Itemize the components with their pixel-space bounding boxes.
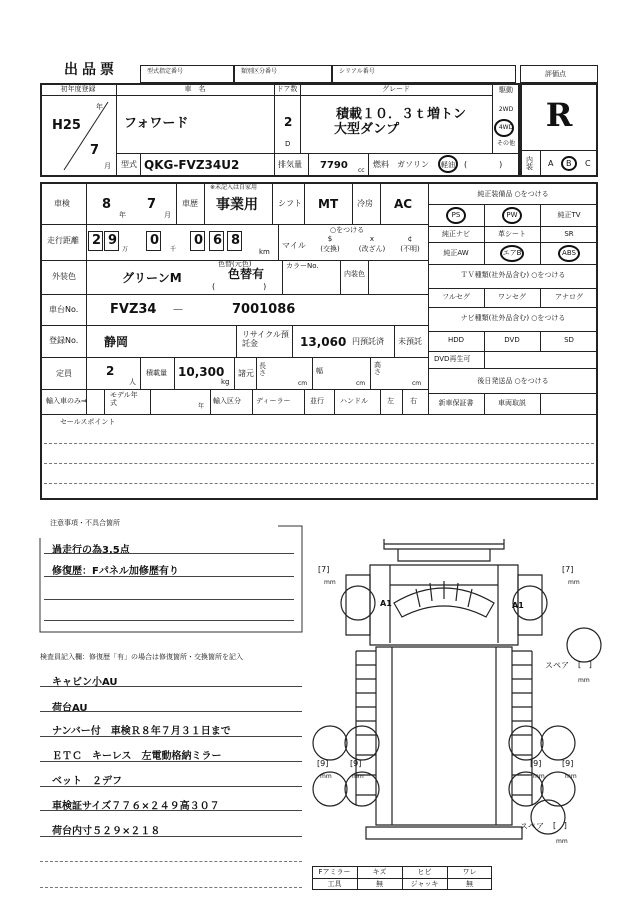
- inspector-line-2: 荷台AU: [52, 703, 88, 714]
- mileage-tamper-sym: x: [369, 235, 375, 243]
- ac-label: 冷房: [357, 199, 373, 208]
- height-unit: cm: [412, 380, 422, 387]
- drive-label: 駆動: [499, 86, 513, 94]
- first-reg-era: H25: [52, 118, 81, 133]
- spare-unit-2: mm: [556, 838, 568, 845]
- after-manual: 車両取説: [498, 399, 526, 407]
- truck-diagram: [306, 525, 606, 865]
- shaken-month: 7: [147, 197, 157, 212]
- footer-hibi: ヒビ: [417, 868, 432, 876]
- navi-sd: SD: [564, 336, 574, 344]
- doors-suffix: D: [285, 140, 291, 148]
- tire-rear-2: [9]: [350, 759, 362, 768]
- interior-a: A: [548, 159, 554, 168]
- handle-right: 右: [410, 397, 417, 405]
- mileage-digit-4: 0: [190, 231, 205, 251]
- equip-ps-circle: [446, 207, 466, 224]
- mileage-digit-1: 2: [88, 231, 103, 251]
- equip-leather: 革シート: [498, 230, 526, 238]
- tire-front-right-unit: mm: [568, 579, 580, 586]
- tire-rear-4-unit: mm: [565, 773, 577, 780]
- doors-value: 2: [284, 115, 293, 129]
- mileage-digit-2: 9: [104, 231, 119, 251]
- notes-label: 注意事項・不具合箇所: [50, 519, 120, 527]
- first-reg-month: 7: [90, 143, 100, 158]
- inspector-line-3: ナンバー付 車検Ｒ８年７月３１日まで: [52, 726, 231, 737]
- a1-right: A1: [512, 601, 524, 610]
- equip-tv: 純正TV: [557, 211, 581, 219]
- fuel-light-oil-circle: [438, 155, 458, 173]
- import-dealer: ディーラー: [256, 397, 291, 405]
- serial-label: シリアル番号: [339, 68, 375, 75]
- sales-point-label: セールスポイント: [60, 418, 116, 426]
- import-class-label: 輸入区分: [213, 397, 241, 405]
- grade-line2: 大型ダンプ: [334, 122, 400, 137]
- car-name: フォワード: [124, 116, 189, 131]
- first-reg-label: 初年度登録: [60, 85, 96, 93]
- model-label: 型式: [121, 160, 137, 169]
- shaken-year-suffix: 年: [119, 211, 126, 219]
- shaken-month-suffix: 月: [164, 211, 171, 219]
- model-cert-label: 型式指定番号: [147, 68, 184, 75]
- spare-bracket-1: [ ]: [578, 660, 592, 669]
- footer-kizu: キズ: [372, 868, 387, 876]
- navi-dvd: DVD: [504, 336, 520, 344]
- load-label: 積載量: [146, 369, 167, 377]
- equip-pw-circle: [502, 207, 522, 224]
- length-label: 長さ: [259, 362, 266, 377]
- model-year-label: モデル年式: [110, 391, 138, 407]
- equipment-title: 純正装備品 ○をつける: [477, 190, 549, 198]
- recycle-label: リサイクル預託金: [242, 330, 289, 348]
- doors-label: ドア数: [276, 85, 298, 93]
- tire-rear-1-unit: mm: [320, 773, 332, 780]
- mileage-swap-sym: $: [327, 235, 333, 243]
- equip-abs-circle: [558, 245, 580, 262]
- registration-value: 静岡: [104, 335, 129, 349]
- footer-jack: ジャッキ: [410, 880, 439, 888]
- width-label: 幅: [316, 367, 323, 375]
- mileage-label: 走行距離: [47, 236, 79, 245]
- first-reg-year-suffix: 年: [96, 103, 103, 111]
- tire-rear-3-unit: mm: [533, 773, 545, 780]
- model-value: QKG-FVZ34U2: [144, 158, 240, 172]
- mileage-km: km: [259, 248, 270, 256]
- first-reg-month-suffix: 月: [104, 162, 111, 170]
- eval-header: [520, 65, 598, 83]
- tv-full: フルセグ: [442, 293, 470, 301]
- frame-dash: －: [172, 303, 185, 317]
- serial-box: [332, 65, 516, 83]
- inspector-line-1: キャビン小AU: [52, 677, 118, 688]
- inspector-line-4: ＥＴＣ キーレス 左電動格納ミラー: [52, 751, 222, 762]
- mileage-unknown-sym: ¢: [407, 235, 413, 243]
- seats-unit: 人: [129, 378, 136, 386]
- equip-navi: 純正ナビ: [442, 230, 470, 238]
- seats-value: 2: [106, 364, 115, 378]
- displacement-value: 7790: [320, 160, 348, 171]
- repainted-value: 色替有: [228, 267, 265, 281]
- inspector-line-5: ベット ２デフ: [52, 776, 122, 787]
- dims-label: 諸元: [238, 369, 254, 378]
- fuel-other: ( ): [464, 160, 503, 169]
- spare-unit-1: mm: [578, 677, 590, 684]
- footer-tools: 工具: [327, 880, 342, 888]
- tv-analog: アナログ: [555, 293, 583, 301]
- tire-rear-1: [9]: [317, 759, 329, 768]
- shift-label: シフト: [278, 199, 302, 208]
- displacement-label: 排気量: [278, 160, 302, 169]
- rating-value: R: [545, 96, 573, 134]
- dvd-playback: DVD再生可: [434, 355, 471, 363]
- inspector-line-7: 荷台内寸５２９×２１８: [52, 826, 161, 837]
- car-name-label: 車 名: [184, 85, 206, 93]
- interior-b: B: [566, 159, 572, 168]
- equip-sr: SR: [564, 230, 574, 238]
- fuel-light-oil: 軽油: [441, 161, 455, 169]
- drive-other: その他: [496, 140, 515, 147]
- import-parallel: 並行: [310, 397, 324, 405]
- recycle-value: 13,060: [300, 335, 347, 349]
- class-box: [234, 65, 332, 83]
- navi-hdd: HDD: [447, 336, 465, 344]
- inspector-line-6: 車検証サイズ７７６×２４９高３０７: [52, 801, 220, 812]
- note-line-1: 過走行の為3.5点: [52, 545, 130, 556]
- grade-label: グレード: [382, 85, 410, 93]
- grade-line1: 積載１０．３ｔ増トン: [336, 107, 467, 122]
- tire-rear-4: [9]: [562, 759, 574, 768]
- fuel-label: 燃料: [373, 160, 389, 169]
- ac-value: AC: [394, 197, 413, 211]
- equip-ps: PS: [451, 211, 461, 219]
- spare-label-1: スペア: [545, 661, 569, 670]
- shift-value: MT: [318, 197, 339, 211]
- drive-4wd-circle: [494, 119, 514, 137]
- history-label: 車歴: [182, 199, 198, 208]
- tv-one: ワンセグ: [498, 293, 526, 301]
- mileage-circle-note: ○をつける: [330, 226, 365, 234]
- equip-aw: 純正AW: [443, 249, 469, 257]
- registration-label: 登録No.: [49, 336, 79, 345]
- original-color-paren: ( ): [212, 282, 267, 291]
- frame-number: 7001086: [232, 302, 296, 317]
- tire-rear-2-unit: mm: [352, 773, 364, 780]
- mileage-mile: マイル: [282, 241, 306, 250]
- history-note: ※未記入は自家用: [210, 184, 258, 191]
- mileage-man: 万: [122, 246, 129, 253]
- spare-label-2: スペア: [520, 822, 544, 831]
- class-label: 類別区分番号: [241, 68, 278, 75]
- original-color-label: 色替(元色): [218, 260, 252, 268]
- equip-airbag-circle: [500, 245, 524, 262]
- after-warranty: 新車保証書: [438, 399, 474, 407]
- page-title: 出品票: [64, 62, 118, 78]
- load-unit: kg: [221, 378, 230, 386]
- mileage-digit-3: 0: [146, 231, 161, 251]
- load-value: 10,300: [178, 365, 225, 379]
- inspector-label: 検査員記入欄：修復歴「有」の場合は修復箇所・交換箇所を記入: [40, 653, 243, 661]
- equip-abs: ABS: [562, 249, 576, 257]
- shaken-year: 8: [102, 197, 112, 212]
- tv-title: ＴＶ種類(社外品含む) ○をつける: [460, 271, 566, 279]
- eval-label: 評価点: [545, 70, 566, 78]
- note-line-2: 修復歴：Fパネル加修歴有り: [52, 566, 179, 577]
- a1-left: A1: [380, 599, 392, 608]
- recycle-not-deposited: 未預託: [398, 337, 422, 346]
- drive-2wd: 2WD: [498, 106, 514, 113]
- history-value: 事業用: [216, 197, 258, 213]
- interior-b-circle: [561, 156, 577, 171]
- mileage-digit-6: 8: [227, 231, 242, 251]
- displacement-unit: cc: [358, 167, 365, 174]
- handle-left: 左: [387, 397, 394, 405]
- equip-airbag: エアB: [502, 249, 522, 257]
- height-label: 高さ: [374, 361, 381, 376]
- model-cert-box: [140, 65, 234, 83]
- footer-ware: ワレ: [462, 868, 477, 876]
- seats-label: 定員: [56, 369, 72, 378]
- model-year-unit: 年: [198, 403, 205, 410]
- after-title: 後日発送品 ○をつける: [477, 377, 549, 385]
- interior-c: C: [585, 159, 591, 168]
- navi-title: ナビ種類(社外品含む) ○をつける: [460, 314, 566, 322]
- equip-pw: PW: [506, 211, 518, 219]
- recycle-deposited: 円預託済: [352, 337, 384, 346]
- color-no-label: カラーNo.: [286, 262, 319, 270]
- handle-label: ハンドル: [340, 397, 368, 405]
- shaken-label: 車検: [54, 199, 70, 208]
- exterior-color-label: 外装色: [52, 272, 76, 281]
- tire-rear-3: [9]: [530, 759, 542, 768]
- footer-jack-value: 無: [466, 880, 473, 888]
- spare-bracket-2: [ ]: [553, 821, 567, 830]
- width-unit: cm: [356, 380, 366, 387]
- mileage-digit-5: 6: [209, 231, 224, 251]
- tire-front-right-value: [7]: [562, 565, 574, 574]
- import-label: 輸入車のみ⇒: [46, 397, 87, 405]
- mileage-tamper: (改ざん): [358, 245, 386, 253]
- footer-f-mirror: Fアミラー: [318, 868, 351, 876]
- frame-prefix: FVZ34: [110, 302, 157, 317]
- length-unit: cm: [298, 380, 308, 387]
- mileage-unknown: (不明): [400, 245, 420, 253]
- tire-front-left-unit: mm: [324, 579, 336, 586]
- drive-4wd: 4WD: [498, 124, 514, 131]
- interior-color-label: 内装色: [344, 270, 365, 278]
- frame-no-label: 車台No.: [49, 305, 79, 314]
- mileage-swap: (交換): [320, 245, 340, 253]
- interior-label: 内装: [526, 156, 533, 171]
- mileage-sen: 千: [170, 246, 177, 253]
- fuel-gasoline: ガソリン: [397, 160, 429, 169]
- tire-front-left-value: [7]: [318, 565, 330, 574]
- exterior-color: グリーンM: [122, 271, 182, 285]
- footer-tools-value: 無: [376, 880, 383, 888]
